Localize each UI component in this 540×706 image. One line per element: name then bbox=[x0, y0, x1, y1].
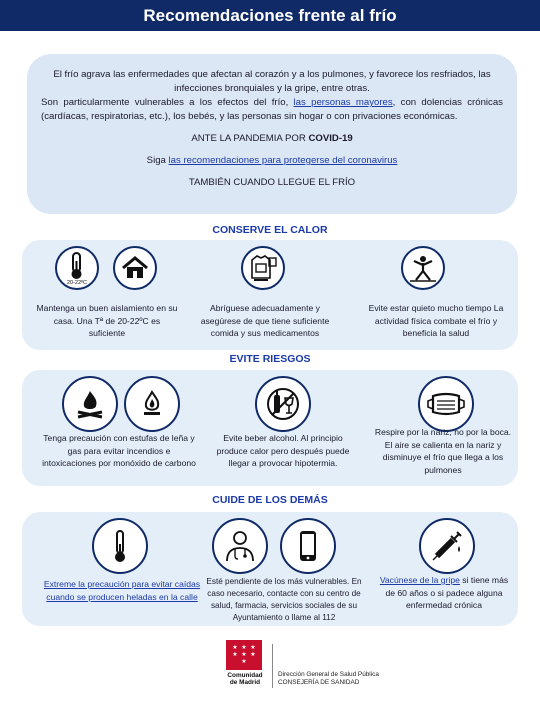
intro-paragraph-1: El frío agrava las enfermedades que afectan al corazón y a los pulmones, y favorece los resfriados, las infecciones bronquiales y la gripe, entre otras. bbox=[53, 69, 491, 94]
caption-respire: Respire por la nariz, no por la boca. El aire se calienta en la nariz y disminuye el frío que llega a los pulmones bbox=[374, 427, 512, 475]
intro-box bbox=[27, 54, 517, 214]
dept-line-2: CONSEJERÍA DE SANIDAD bbox=[278, 679, 360, 686]
caption-estufas: Tenga precaución con estufas de leña y gas para evitar incendios e intoxicaciones por monóxido de carbono bbox=[42, 433, 196, 468]
madrid-flag-logo bbox=[226, 640, 262, 670]
page-title: Recomendaciones frente al frío bbox=[143, 5, 397, 25]
intro-paragraph-2 bbox=[41, 96, 503, 124]
logo-text bbox=[222, 672, 268, 686]
personas-mayores-link[interactable]: las personas mayores bbox=[293, 97, 393, 108]
phone-icon bbox=[280, 518, 336, 574]
caption-alcohol: Evite beber alcohol. Al principio produce calor pero después puede llegar a provocar hipotermia. bbox=[216, 433, 350, 468]
caption-abriguese: Abríguese adecuadamente y asegúrese de que tiene suficiente comida y sus medicamentos bbox=[200, 303, 330, 338]
house-icon bbox=[113, 246, 157, 290]
caption-actividad: Evite estar quieto mucho tiempo La actividad física combate el frío y beneficia la salud bbox=[368, 303, 504, 338]
star-icon: ★ bbox=[250, 652, 256, 658]
star-icon: ★ bbox=[232, 652, 238, 658]
caidas-link[interactable]: Extreme la precaución para evitar caídas cuando se producen heladas en la calle bbox=[43, 579, 201, 602]
coronavirus-recommendations-link[interactable]: las recomendaciones para protegerse del coronavirus bbox=[168, 155, 398, 166]
star-icon: ★ bbox=[241, 645, 247, 651]
star-icon: ★ bbox=[250, 645, 256, 651]
logo-line-1: Comunidad bbox=[227, 672, 263, 679]
logo-line-2: de Madrid bbox=[229, 679, 261, 686]
follow-prefix: Siga bbox=[146, 155, 169, 166]
also-cold-line: TAMBIÉN CUANDO LLEGUE EL FRÍO bbox=[188, 177, 356, 188]
follow-line bbox=[41, 154, 503, 168]
dept-line-1: Dirección General de Salud Pública bbox=[278, 671, 379, 678]
pandemic-prefix: ANTE LA PANDEMIA POR bbox=[191, 133, 309, 144]
pandemic-line bbox=[41, 132, 503, 146]
vacunese-after: si tiene más de 60 años o si padece alguna enfermedad crónica bbox=[385, 575, 509, 610]
exercise-icon bbox=[401, 246, 445, 290]
covid-label: COVID-19 bbox=[308, 133, 353, 144]
intro-p2-before: Son particularmente vulnerables a los efectos del frío, bbox=[41, 97, 294, 108]
star-icon: ★ bbox=[241, 652, 247, 658]
wood-fire-icon bbox=[62, 376, 118, 432]
panel-riesgos bbox=[22, 370, 518, 486]
section-title-calor: CONSERVE EL CALOR bbox=[212, 224, 328, 236]
footer-department bbox=[278, 671, 379, 687]
footer-divider bbox=[272, 644, 273, 688]
star-icon: ★ bbox=[241, 659, 247, 665]
section-title-demas: CUIDE DE LOS DEMÁS bbox=[212, 494, 328, 506]
vaccine-syringe-icon bbox=[419, 518, 475, 574]
thermometer-cold-icon bbox=[92, 518, 148, 574]
section-title-riesgos: EVITE RIESGOS bbox=[229, 353, 311, 365]
coat-and-groceries-icon bbox=[241, 246, 285, 290]
thermometer-label: 20-22ºC bbox=[66, 280, 88, 285]
thermometer-icon bbox=[55, 246, 99, 290]
panel-demas bbox=[22, 512, 518, 626]
face-mask-icon bbox=[418, 376, 474, 432]
page-header bbox=[0, 0, 540, 31]
caption-vacunese bbox=[374, 574, 514, 612]
star-icon: ★ bbox=[232, 645, 238, 651]
caption-aislamiento: Mantenga un buen aislamiento en su casa. Una Tª de 20-22ºC es suficiente bbox=[36, 303, 178, 338]
caption-caidas bbox=[42, 578, 202, 603]
intro-p2-after: , con dolencias crónicas (cardíacas, respiratorias, etc.), los bebés, y las personas sin hogar o con privaciones económicas. bbox=[41, 97, 503, 122]
gas-flame-icon bbox=[124, 376, 180, 432]
panel-calor bbox=[22, 240, 518, 350]
no-alcohol-icon bbox=[255, 376, 311, 432]
doctor-icon bbox=[212, 518, 268, 574]
caption-vulnerables: Esté pendiente de los más vulnerables. En caso necesario, contacte con su centro de salud, farmacia, servicios sociales de su Ayuntamiento o llame al 112 bbox=[206, 577, 362, 622]
vacunese-gripe-link[interactable]: Vacúnese de la gripe bbox=[379, 575, 460, 585]
